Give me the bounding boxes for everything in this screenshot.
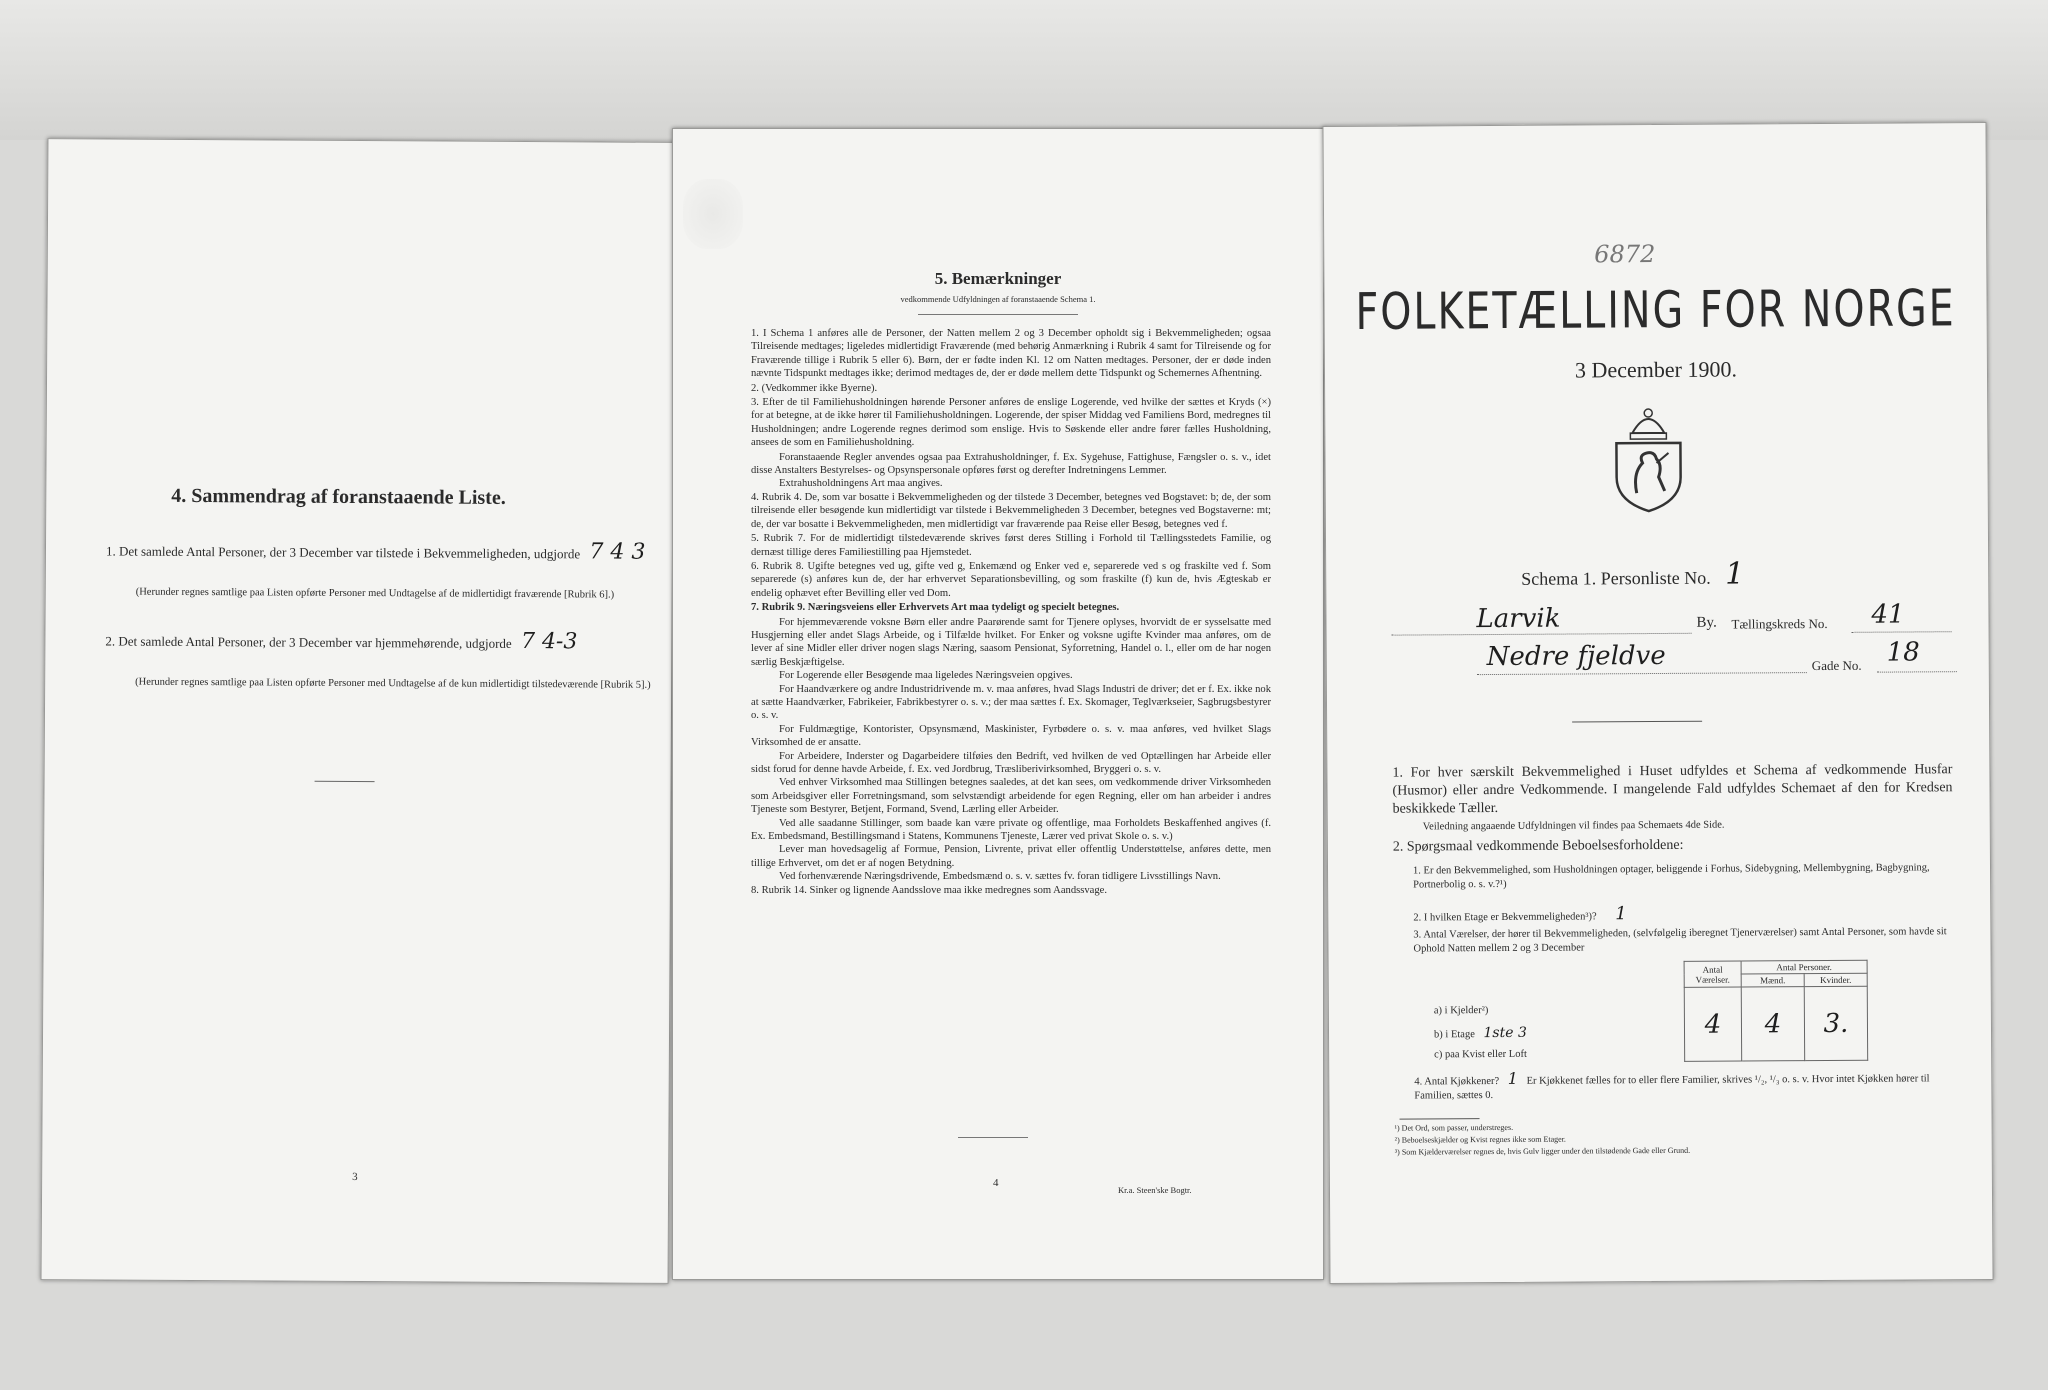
remarks-title: 5. Bemærkninger: [934, 269, 1062, 288]
instruction-2: 2. Spørgsmaal vedkommende Beboelsesforholdene:: [1392, 837, 1684, 855]
summary-item-2-note: (Herunder regnes samtlige paa Listen opførte Personer med Undtagelse af de kun midlertidigt tilstedeværende [Rubrik 5].): [135, 676, 651, 691]
paper-stain: [683, 179, 743, 249]
remarks-text: [751, 327, 1271, 898]
remark-paragraph: 5. Rubrik 7. For de midlertidigt tilstedeværende skrives først deres Stilling i Forhold til Tællingsstedets Familie, og dernæst tillige deres Familiestilling paa Hjemstedet.: [751, 533, 1271, 558]
remark-paragraph: For Haandværkere og andre Industridrivende m. v. maa anføres, hvad Slags Industri de driver; det er f. Ex. ikke nok at sætte Haandværker, Fabrikeier, Fabrikbestyrer o. s. v.; der maa sættes f. Ex. Skomager, Teglværkseier, Sagbrugsbestyrer o. s. v.: [751, 683, 1271, 722]
row-a: a) i Kjelder²): [1433, 1005, 1489, 1017]
district-value: 41: [1871, 599, 1905, 630]
men-value: 4: [1741, 987, 1804, 1061]
instruction-1-note: Veiledning angaaende Udfyldningen vil findes paa Schemaets 4de Side.: [1422, 819, 1725, 833]
remark-paragraph: For Fuldmægtige, Kontorister, Opsynsmænd, Maskinister, Fyrbødere o. s. v. maa anføres, ved hvilket Slags Virksomhed de er ansatte.: [751, 723, 1271, 749]
street-label: Gade No.: [1811, 657, 1862, 674]
city-value: Larvik: [1476, 603, 1561, 635]
instruction-1: 1. For hver særskilt Bekvemmelighed i Huset udfyldes et Schema af vedkommende Husfar (Husmor) eller andre Vedkommende. I mangelende Fald udfyldes Schemaet af den for Kredsen beskikkede Tæller.: [1392, 762, 1953, 817]
row-b-value: 1ste 3: [1483, 1024, 1527, 1042]
street-value: Nedre fjeldve: [1486, 640, 1666, 673]
summary-item-1-note: (Herunder regnes samtlige paa Listen opførte Personer med Undtagelse af de midlertidigt fraværende [Rubrik 6].): [135, 586, 615, 601]
desk-background: [0, 0, 2048, 140]
header-men: Mænd.: [1741, 974, 1804, 987]
district-line: [1852, 631, 1952, 633]
remark-paragraph: 7. Rubrik 9. Næringsveiens eller Erhvervets Art maa tydeligt og specielt betegnes.: [751, 602, 1120, 614]
footnote-1: ¹) Det Ord, som passer, understreges.: [1394, 1122, 1514, 1133]
divider: [315, 781, 375, 782]
remark-paragraph: For hjemmeværende voksne Børn eller andre Paarørende samt for Tjenere oplyses, hvorvidt de er sysselsatte med Husgjerning eller andet Slags Arbeide, og i Tilfælde hvilket. For Enker og voksne ugifte Kvinder maa anføres, om de lever af sine Midler eller driver nogen slags Næring, saasom Pensionat, Syforretning, Handel o. l., eller om de har nogen særlig Beskjæftigelse.: [751, 616, 1271, 668]
remark-paragraph: 1. I Schema 1 anføres alle de Personer, der Natten mellem 2 og 3 December opholdt sig i Bekvemmeligheden; ogsaa Tilreisende medtages; ligeledes midlertidigt Fraværende (med behørig Anmærkning i Rubrik 4 samt for Tilreisende og for Fraværende tillige i Rubrik 5 eller 6). Børn, der er fødte inden Kl. 12 om Natten medtages. Personer, der er døde inden nævnte Tidspunkt medtages ikke; derimod medtages de, der er døde mellem dette Tidspunkt og Schemernes Afhentning.: [751, 328, 1271, 380]
archive-number: 6872: [1594, 240, 1656, 269]
row-b: b) i Etage 1ste 3: [1433, 1024, 1527, 1042]
remark-paragraph: 4. Rubrik 4. De, som var bosatte i Bekvemmeligheden og der tilstede 3 December, betegnes ved Bogstavet: b; de, der som tilreisende eller besøgende kun midlertidigt var tilstede i Bekvemmeligheden 3 December, betegnes ved Bogstaverne: mt; de, der var bosatte i Bekvemmeligheden, men midlertidigt var fraværende paa Reise eller Besøg, betegnes ved f.: [751, 491, 1271, 530]
coat-of-arms-icon: [1610, 403, 1687, 513]
question-2-value: 1: [1615, 903, 1627, 925]
women-value: 3.: [1804, 986, 1867, 1060]
remark-paragraph: Ved enhver Virksomhed maa Stillingen betegnes saaledes, at det kan sees, om vedkommende driver Virksomheden som Arbeidsgiver eller Forretningsmand, som selvstændigt arbeidende for egen Regning, eller om han arbeider i andres Tjeneste som Bestyrer, Betjent, Formand, Svend, Lærling eller Arbeider.: [751, 777, 1271, 816]
question-2: 2. I hvilken Etage er Bekvemmeligheden³)? 1: [1413, 903, 1627, 925]
remark-paragraph: Ved alle saadanne Stillinger, som baade kan være private og offentlige, maa Forholdets Beskaffenhed angives (f. Ex. Embedsmand, Bestillingsmand i Statens, Kommunens Tjeneste, Lærer ved privat Skole o. s. v.): [751, 817, 1271, 843]
street-number-line: [1877, 671, 1957, 672]
page-number: 4: [993, 1177, 999, 1189]
remark-paragraph: For Logerende eller Besøgende maa ligeledes Næringsveien opgives.: [779, 670, 1073, 682]
footnote-rule: [1400, 1118, 1480, 1119]
remark-paragraph: 2. (Vedkommer ikke Byerne).: [751, 382, 878, 394]
divider: [918, 314, 1078, 315]
header-rooms: Antal Værelser.: [1684, 961, 1741, 987]
question-4-value: 1: [1507, 1068, 1519, 1088]
schema-number: 1: [1725, 556, 1745, 592]
rooms-value: 4: [1684, 987, 1741, 1061]
question-4: 4. Antal Kjøkkener? 1 Er Kjøkkenet fælles for to eller flere Familier, skrives ¹/₂, ¹/₃ o. s. v. Hvor intet Kjøkken hører til Familien, sættes 0.: [1414, 1068, 1930, 1102]
divider: [1572, 721, 1702, 723]
street-line: [1477, 672, 1807, 675]
summary-item-1: 1. Det samlede Antal Personer, der 3 December var tilstede i Bekvemmeligheden, udgjorde 7 4 3: [105, 539, 646, 565]
remark-paragraph: 8. Rubrik 14. Sinker og lignende Aandsslove maa ikke medregnes som Aandssvage.: [751, 884, 1108, 896]
header-women: Kvinder.: [1804, 973, 1867, 986]
census-title: FOLKETÆLLING FOR NORGE: [1355, 279, 1956, 342]
city-label: By.: [1696, 614, 1717, 631]
printer-imprint: Kr.a. Steen'ske Bogtr.: [1118, 1185, 1192, 1195]
row-c: c) paa Kvist eller Loft: [1434, 1048, 1527, 1061]
question-1: 1. Er den Bekvemmelighed, som Husholdningen optager, beliggende i Forhus, Sidebygning, Mellembygning, Bagbygning, Portnerbolig o. s. v.?¹): [1412, 862, 1930, 891]
page-left: [41, 138, 676, 1284]
page-middle: [672, 128, 1324, 1280]
footnote-3: ³) Som Kjælderværelser regnes de, hvis Gulv ligger under den tilstødende Gade eller Grund.: [1394, 1145, 1691, 1157]
remark-paragraph: 3. Efter de til Familiehusholdningen hørende Personer anføres de enslige Logerende, ved hvilke der sættes et Kryds (×) for at betegne, at de ikke hører til Familiehusholdningen. Logerende, der spiser Middag ved Familiens Bord, medregnes til Husholdningen; andre Logerende regnes derimod som enslige. Hvis to Søskende eller andre fører fælles Husholdning, ansees de som en Familiehusholdning.: [751, 397, 1271, 449]
remark-paragraph: 6. Rubrik 8. Ugifte betegnes ved ug, gifte ved g, Enkemænd og Enker ved e, separerede ved s og fraskilte ved f. Som separerede (s) anføres kun de, der har erhvervet Separationsbevilling, og som fraskilte (f) kun de, hvis Ægteskab er endelig ophævet efter Bevilling eller ved Dom.: [751, 560, 1271, 599]
remark-paragraph: Ved forhenværende Næringsdrivende, Embedsmænd o. s. v. sættes fv. foran tidligere Livsstillings Navn.: [779, 871, 1221, 883]
remark-paragraph: For Arbeidere, Inderster og Dagarbeidere tilføies den Bedrift, ved hvilken de ved Optællingen har Arbeide eller sidst forud for denne havde Arbeide, f. Ex. ved Jordbrug, Træsliberivirksomhed, Bryggeri o. s. v.: [751, 750, 1271, 775]
summary-item-2: 2. Det samlede Antal Personer, der 3 December var hjemmehørende, udgjorde 7 4-3: [105, 628, 578, 655]
remark-paragraph: Lever man hovedsagelig af Formue, Pension, Livrente, privat eller offentlig Understøttelse, anføres dette, men tillige Erhvervet, om det er af nogen Betydning.: [751, 844, 1271, 869]
summary-item-1-value: 7 4 3: [589, 539, 646, 565]
remark-paragraph: Extrahusholdningens Art maa angives.: [779, 478, 943, 490]
page-number: 3: [352, 1170, 358, 1184]
street-number: 18: [1886, 637, 1920, 668]
page-right: [1322, 122, 1993, 1284]
summary-title: 4. Sammendrag af foranstaaende Liste.: [171, 484, 506, 509]
divider: [958, 1137, 1028, 1138]
schema-line: Schema 1. Personliste No. 1: [1521, 556, 1745, 592]
remarks-subtitle: vedkommende Udfyldningen af foranstaaende Schema 1.: [900, 294, 1096, 304]
header-persons: Antal Personer.: [1741, 960, 1867, 974]
summary-item-2-value: 7 4-3: [520, 628, 578, 655]
remark-paragraph: Foranstaaende Regler anvendes ogsaa paa Extrahusholdninger, f. Ex. Sygehuse, Fattighuse, Fængsler o. s. v., idet disse Anstalters Bestyrelses- og Opsynspersonale opføres først og derefter Indretningens Lemmer.: [751, 451, 1271, 477]
census-date: 3 December 1900.: [1574, 356, 1737, 383]
question-3: 3. Antal Værelser, der hører til Bekvemmeligheden, (selvfølgelig iberegnet Tjenerværelser) samt Antal Personer, som havde sit Ophold Natten mellem 2 og 3 December: [1413, 926, 1947, 955]
district-label: Tællingskreds No.: [1731, 615, 1828, 632]
footnote-2: ²) Beboelseskjælder og Kvist regnes ikke som Etager.: [1394, 1134, 1566, 1145]
